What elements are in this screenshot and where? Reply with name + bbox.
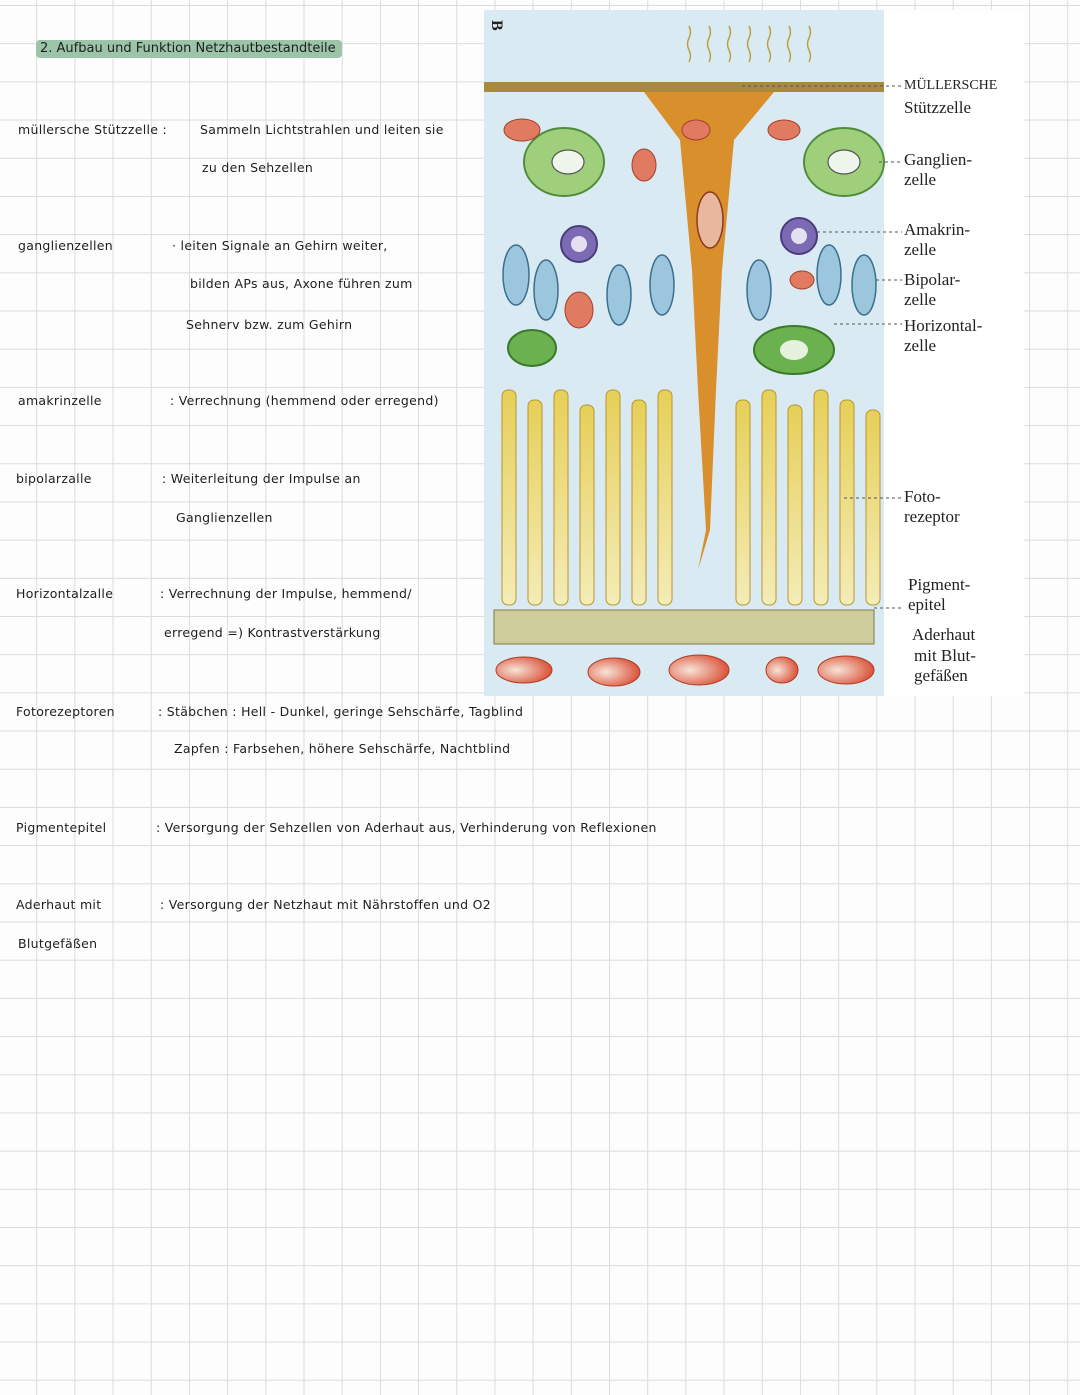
desc-ganglien-line-2: bilden APs aus, Axone führen zum — [190, 276, 413, 291]
label-foto-1: Foto- — [904, 487, 941, 506]
retina-figure — [484, 10, 1024, 696]
desc-horizontal-line-1: : Verrechnung der Impulse, hemmend/ — [160, 586, 412, 601]
term-ganglienzellen: ganglienzellen — [18, 238, 114, 253]
inner-membrane — [484, 82, 884, 92]
term-fotorezeptoren: Fotorezeptoren — [16, 704, 115, 719]
mueller-nucleus — [697, 192, 723, 248]
figure-letter: B — [488, 20, 505, 31]
label-bipolar-1: Bipolar- — [904, 270, 961, 289]
label-mueller-2: Stützzelle — [904, 98, 972, 117]
desc-mueller-line-2: zu den Sehzellen — [202, 160, 314, 175]
desc-bipolar-line-1: : Weiterleitung der Impulse an — [162, 471, 361, 486]
term-horizontalzelle: Horizontalzalle — [16, 586, 114, 601]
label-foto-2: rezeptor — [904, 507, 960, 526]
desc-bipolar-line-2: Ganglienzellen — [176, 510, 273, 525]
term-amakrinzelle: amakrinzelle — [18, 393, 102, 408]
term-aderhaut: Aderhaut mit — [16, 897, 102, 912]
label-aderhaut-2: mit Blut- — [914, 646, 976, 665]
desc-ganglien-line-3: Sehnerv bzw. zum Gehirn — [186, 317, 353, 332]
pigment-epithelium — [494, 610, 874, 644]
term-bipolarzelle: bipolarzalle — [16, 471, 92, 486]
label-aderhaut-3: gefäßen — [914, 666, 968, 685]
label-pigment-2: epitel — [908, 595, 946, 614]
label-mueller-1: MÜLLERSCHE — [904, 78, 998, 93]
term-aderhaut-line-2: Blutgefäßen — [18, 936, 98, 951]
term-pigmentepithel: Pigmentepitel — [16, 820, 107, 835]
desc-mueller-line-1: Sammeln Lichtstrahlen und leiten sie — [200, 122, 444, 137]
label-ganglien-2: zelle — [904, 170, 937, 189]
label-bipolar-2: zelle — [904, 290, 937, 309]
label-horizontal-2: zelle — [904, 336, 937, 355]
term-mueller-stuetzzelle: müllersche Stützzelle : — [18, 122, 168, 137]
label-aderhaut-1: Aderhaut — [912, 625, 976, 644]
desc-amakrin-line-1: : Verrechnung (hemmend oder erregend) — [170, 393, 439, 408]
desc-pigment-line-1: : Versorgung der Sehzellen von Aderhaut aus, Verhinderung von Reflexionen — [156, 820, 657, 835]
desc-ganglien-line-1: · leiten Signale an Gehirn weiter, — [172, 238, 388, 253]
page-title: 2. Aufbau und Funktion Netzhautbestandteile — [36, 40, 342, 58]
desc-foto-line-2: Zapfen : Farbsehen, höhere Sehschärfe, Nachtblind — [174, 741, 511, 756]
label-ganglien-1: Ganglien- — [904, 150, 972, 169]
label-pigment-1: Pigment- — [908, 575, 971, 594]
desc-horizontal-line-2: erregend =) Kontrastverstärkung — [164, 625, 381, 640]
label-amakrin-2: zelle — [904, 240, 937, 259]
desc-foto-line-1: : Stäbchen : Hell - Dunkel, geringe Sehschärfe, Tagblind — [158, 704, 524, 719]
desc-aderhaut-line-1: : Versorgung der Netzhaut mit Nährstoffen und O2 — [160, 897, 491, 912]
label-amakrin-1: Amakrin- — [904, 220, 971, 239]
label-horizontal-1: Horizontal- — [904, 316, 983, 335]
